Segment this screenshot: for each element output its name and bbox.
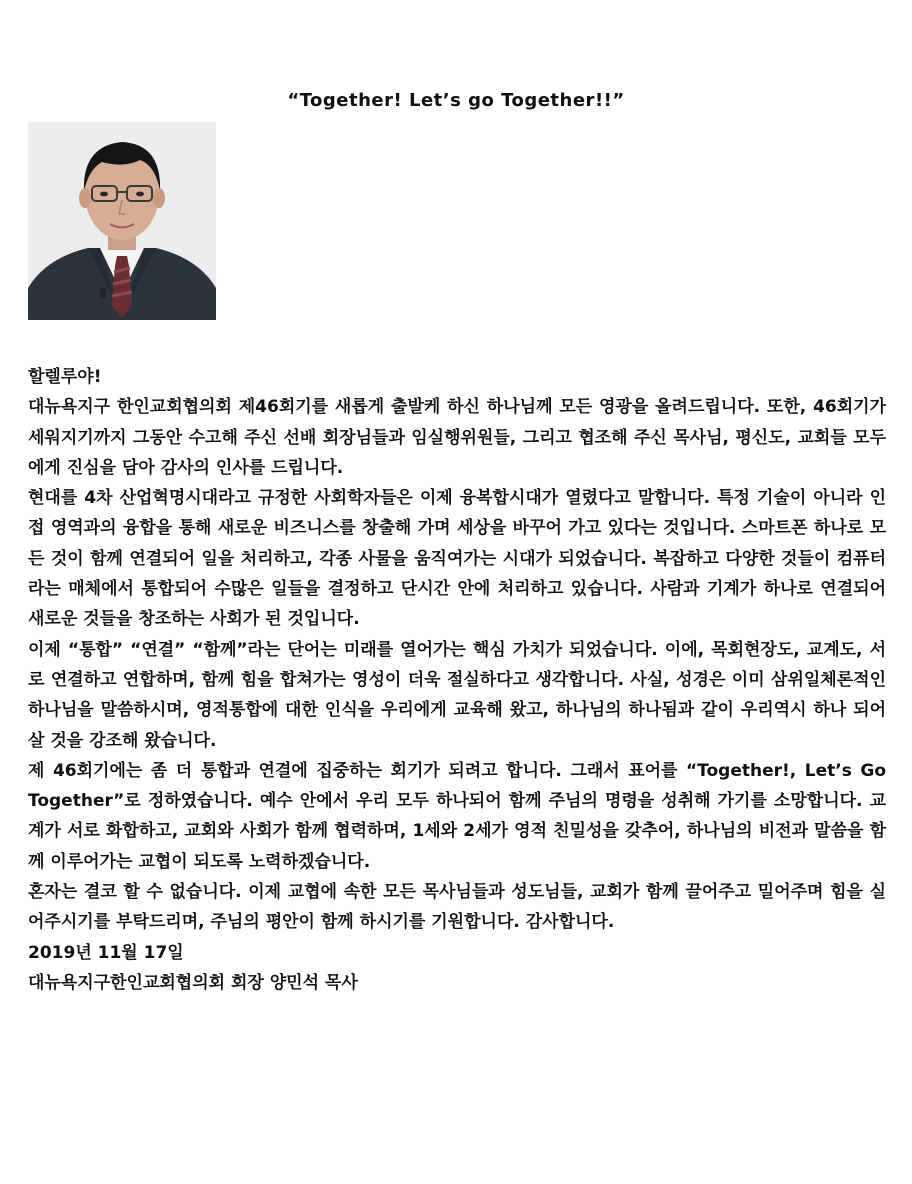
paragraph-1: 대뉴욕지구 한인교회협의회 제46회기를 새롭게 출발케 하신 하나님께 모든 영광을 올려드립니다. 또한, 46회기가 세워지기까지 그동안 수고해 주신 선배 회장님들과 임실행위원들, 그리고 협조해 주신 목사님, 평신도, 교회들 모두에게 진심을 담아 감사의 인사를 드립니다. <box>28 397 886 478</box>
paragraph-2: 현대를 4차 산업혁명시대라고 규정한 사회학자들은 이제 융복합시대가 열렸다고 말합니다. 특정 기술이 아니라 인접 영역과의 융합을 통해 새로운 비즈니스를 창출해 가며 세상을 바꾸어 가고 있다는 것입니다. 스마트폰 하나로 모든 것이 함께 연결되어 일을 처리하고, 각종 사물을 움직여가는 시대가 되었습니다. 복잡하고 다양한 것들이 컴퓨터라는 매체에서 통합되어 수많은 일들을 결정하고 단시간 안에 처리하고 있습니다. 사람과 기계가 하나로 연결되어 새로운 것들을 창조하는 사회가 된 것입니다. <box>28 488 886 630</box>
signature: 대뉴욕지구한인교회협의회 회장 양민석 목사 <box>28 972 358 993</box>
paragraph-3: 이제 “통합” “연결” “함께”라는 단어는 미래를 열어가는 핵심 가치가 되었습니다. 이에, 목회현장도, 교계도, 서로 연결하고 연합하며, 함께 힘을 합쳐가는 영성이 더욱 절실하다고 생각합니다. 사실, 성경은 이미 삼위일체론적인 하나님을 말씀하시며, 영적통합에 대한 인식을 우리에게 교육해 왔고, 하나님의 하나됨과 같이 우리역시 하나 되어 살 것을 강조해 왔습니다. <box>28 639 886 751</box>
page-title: “Together! Let’s go Together!!” <box>287 90 625 111</box>
letter-date: 2019년 11월 17일 <box>28 942 184 963</box>
letter-body <box>28 362 886 998</box>
greeting: 할렐루야! <box>28 367 102 387</box>
paragraph-5: 혼자는 결코 할 수 없습니다. 이제 교협에 속한 모든 목사님들과 성도님들, 교회가 함께 끌어주고 밀어주며 힘을 실어주시기를 부탁드리며, 주님의 평안이 함께 하시기를 기원합니다. 감사합니다. <box>28 882 886 933</box>
paragraph-4: 제 46회기에는 좀 더 통합과 연결에 집중하는 회기가 되려고 합니다. 그래서 표어를 “Together!, Let’s Go Together”로 정하였습니다. 예수 안에서 우리 모두 하나되어 함께 주님의 명령을 성취해 가기를 소망합니다. 교계가 서로 화합하고, 교회와 사회가 함께 협력하며, 1세와 2세가 영적 친밀성을 갖추어, 하나님의 비전과 말씀을 함께 이루어가는 교협이 되도록 노력하겠습니다. <box>28 760 886 872</box>
author-portrait <box>28 122 216 320</box>
